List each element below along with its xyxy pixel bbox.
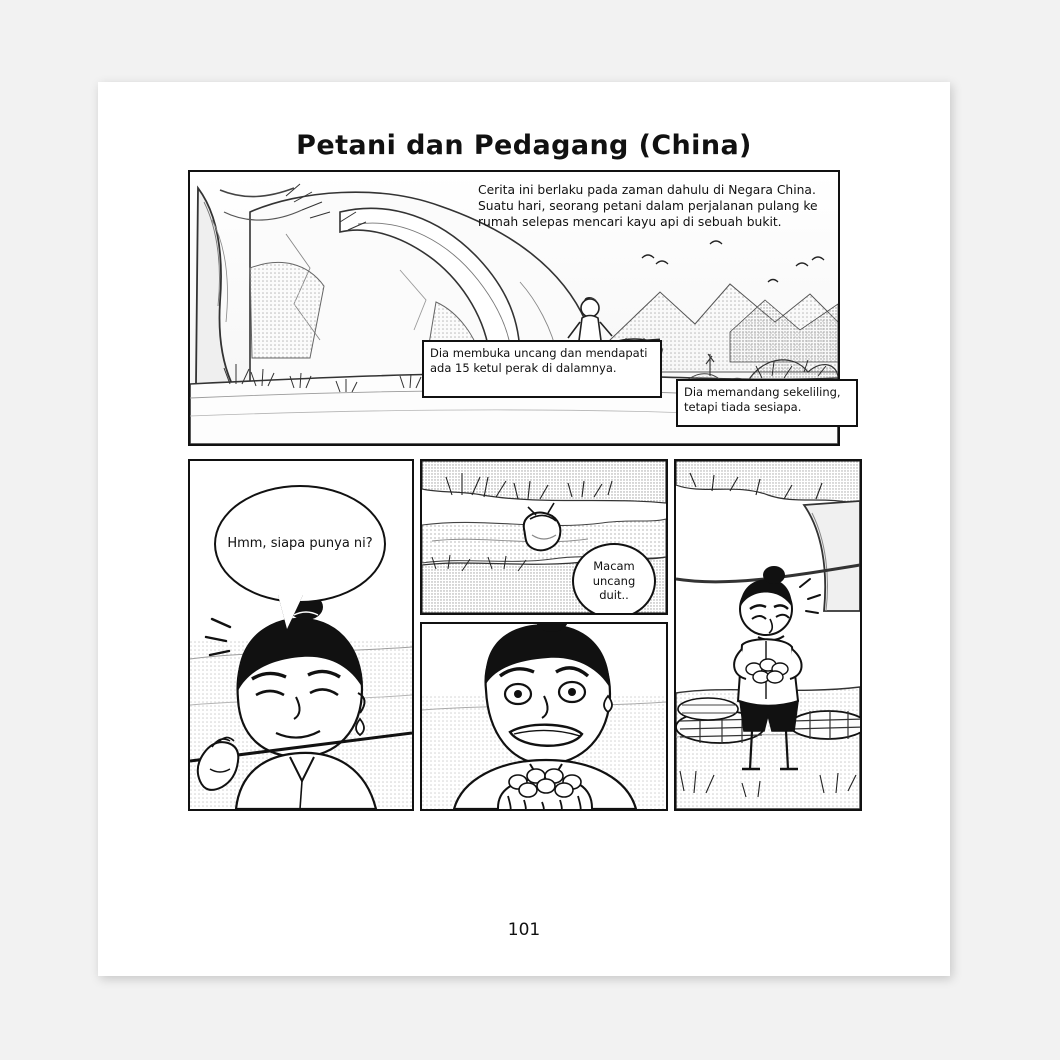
- caption-box-looking-around: Dia memandang sekeliling, tetapi tiada sesiapa.: [676, 379, 858, 427]
- paper-sheet: [98, 82, 950, 976]
- panel-opening-pouch: [420, 622, 668, 811]
- caption-box-opening-pouch: Dia membuka uncang dan mendapati ada 15 ketul perak di dalamnya.: [422, 340, 662, 398]
- speech-balloon-farmer-question: [214, 485, 386, 603]
- panel-4-artwork: [422, 624, 666, 809]
- panel-5-artwork: [676, 461, 860, 809]
- panel-looking-around: [674, 459, 862, 811]
- page-number: 101: [507, 920, 541, 940]
- panel-pouch-on-ground: [420, 459, 668, 615]
- panel-1-caption: Cerita ini berlaku pada zaman dahulu di Negara China. Suatu hari, seorang petani dalam perjalanan pulang ke rumah selepas mencari kayu api di sebuah bukit.: [478, 183, 818, 230]
- page-title: Petani dan Pedagang (China): [296, 130, 752, 161]
- balloon-text: Hmm, siapa punya ni?: [227, 535, 373, 551]
- balloon-tail: [278, 595, 303, 629]
- speech-balloon-pouch: [572, 543, 656, 615]
- balloon-text: Macam uncang duit..: [592, 559, 636, 603]
- panel-farmer-question: [188, 459, 414, 811]
